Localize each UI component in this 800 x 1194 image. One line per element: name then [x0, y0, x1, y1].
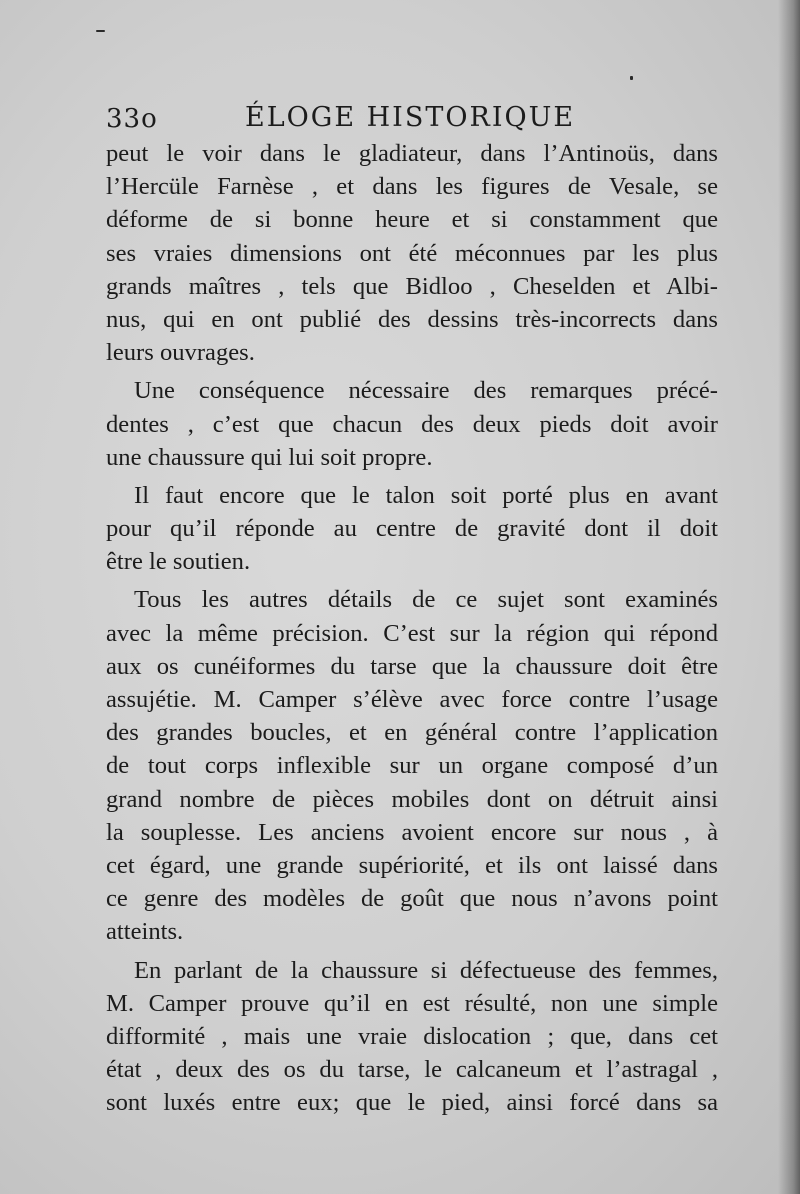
text-line: grand nombre de pièces mobiles dont on détruit ainsi — [106, 785, 718, 813]
text-line: Une conséquence nécessaire des remarques précé- — [134, 377, 718, 405]
text-line: atteints. — [106, 918, 184, 946]
page-edge-shadow — [778, 0, 800, 1194]
running-head — [106, 102, 576, 136]
text-line: l’Hercüle Farnèse , et dans les figures de Vesale, se — [106, 173, 718, 201]
text-line: dentes , c’est que chacun des deux pieds doit avoir — [106, 410, 718, 438]
text-line: ce genre des modèles de goût que nous n’avons point — [106, 885, 718, 913]
text-line: déforme de si bonne heure et si constamment que — [106, 206, 718, 234]
paragraph — [106, 137, 718, 369]
text-line: En parlant de la chaussure si défectueuse des femmes, — [134, 956, 718, 984]
text-line: état , deux des os du tarse, le calcaneum et l’astragal , — [106, 1056, 718, 1084]
text-line: la souplesse. Les anciens avoient encore sur nous , à — [106, 818, 718, 846]
text-line: pour qu’il réponde au centre de gravité dont il doit — [106, 515, 718, 543]
text-line: peut le voir dans le gladiateur, dans l’Antinoüs, dans — [106, 140, 718, 167]
text-line: Il faut encore que le talon soit porté plus en avant — [134, 481, 718, 509]
ink-speck — [96, 30, 105, 32]
ink-speck — [630, 76, 633, 80]
text-line: être le soutien. — [106, 548, 251, 576]
text-line: M. Camper prouve qu’il en est résulté, non une simple — [106, 989, 718, 1017]
paragraph — [106, 583, 718, 948]
text-line: aux os cunéiformes du tarse que la chaussure doit être — [106, 652, 718, 680]
text-line: avec la même précision. C’est sur la région qui répond — [106, 619, 718, 647]
text-line: nus, qui en ont publié des dessins très-incorrects dans — [106, 305, 718, 333]
paragraph — [106, 479, 718, 579]
text-line: des grandes boucles, et en général contre l’application — [106, 719, 718, 747]
text-line: une chaussure qui lui soit propre. — [106, 443, 433, 471]
paragraph — [106, 954, 718, 1120]
text-line: difformité , mais une vraie dislocation ; que, dans cet — [106, 1022, 718, 1050]
body-text — [106, 137, 718, 1119]
text-line: grands maîtres , tels que Bidloo , Cheselden et Albi- — [106, 272, 718, 300]
page-number: 33o — [106, 104, 158, 134]
text-line: assujétie. M. Camper s’élève avec force contre l’usage — [106, 686, 718, 713]
text-line: sont luxés entre eux; que le pied, ainsi forcé dans sa — [106, 1089, 718, 1117]
text-line: ses vraies dimensions ont été méconnues par les plus — [106, 239, 718, 267]
text-line: de tout corps inflexible sur un organe composé d’un — [106, 752, 718, 780]
paragraph — [106, 374, 718, 474]
running-head-title: ÉLOGE HISTORIQUE — [245, 102, 576, 133]
text-line: leurs ouvrages. — [106, 339, 255, 367]
text-line: cet égard, une grande supériorité, et ils ont laissé dans — [106, 851, 718, 879]
text-line: Tous les autres détails de ce sujet sont examinés — [134, 586, 718, 614]
